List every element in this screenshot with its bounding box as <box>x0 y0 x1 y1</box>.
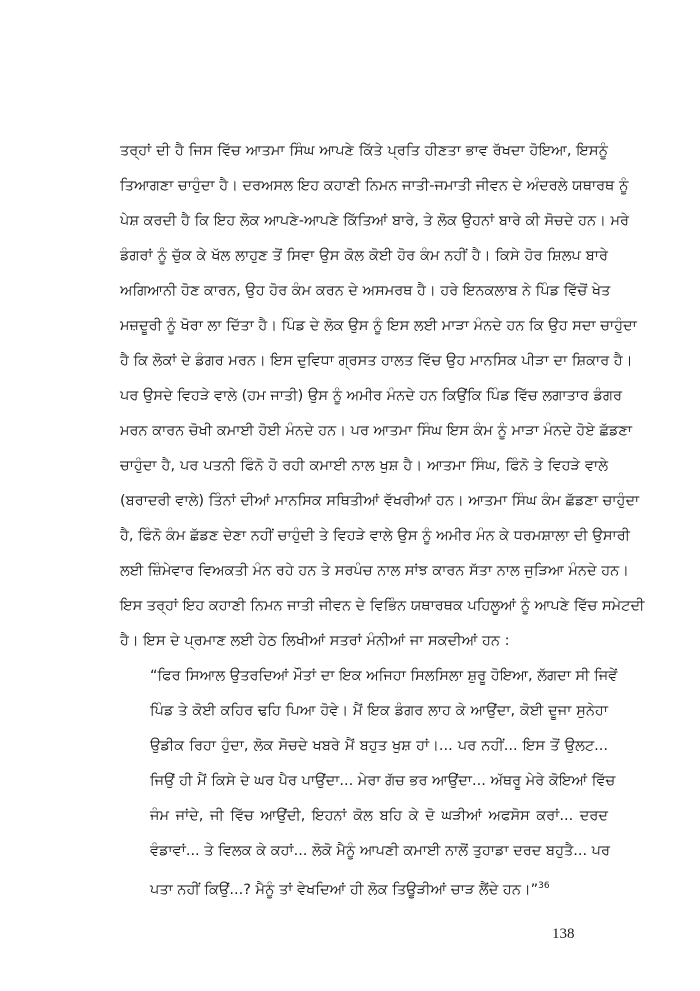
quote-line: ਵੰਡਾਵਾਂ... ਤੇ ਵਿਲਕ ਕੇ ਕਹਾਂ... ਲੋਕੋ ਮੈਨੂੰ ਆਪਣੀ ਕਮਾਈ ਨਾਲੋਂ ਤੁਹਾਡਾ ਦਰਦ ਬਹੁਤੈ... ਪਰ <box>150 843 611 859</box>
paragraph <box>120 134 645 659</box>
body-text <box>120 134 645 904</box>
paragraph-line: ਡੰਗਰਾਂ ਨੂੰ ਚੁੱਕ ਕੇ ਖੱਲ ਲਾਹੁਣ ਤੋਂ ਸਿਵਾ ਉਸ ਕੋਲ ਕੋਈ ਹੋਰ ਕੰਮ ਨਹੀਂ ਹੈ। ਕਿਸੇ ਹੋਰ ਸ਼ਿਲਪ ਬਾਰੇ <box>120 248 608 264</box>
footnote-marker: 36 <box>538 881 550 891</box>
paragraph-line: ਤਿਆਗਣਾ ਚਾਹੁੰਦਾ ਹੈ। ਦਰਅਸਲ ਇਹ ਕਹਾਣੀ ਨਿਮਨ ਜਾਤੀ-ਜਮਾਤੀ ਜੀਵਨ ਦੇ ਅੰਦਰਲੇ ਯਥਾਰਥ ਨੂੰ <box>120 178 629 194</box>
paragraph-line: ਪੇਸ਼ ਕਰਦੀ ਹੈ ਕਿ ਇਹ ਲੋਕ ਆਪਣੇ-ਆਪਣੇ ਕਿੱਤਿਆਂ ਬਾਰੇ, ਤੇ ਲੋਕ ਉਹਨਾਂ ਬਾਰੇ ਕੀ ਸੋਚਦੇ ਹਨ। ਮਰੇ <box>120 213 630 229</box>
quote-line: ਜਿਉਂ ਹੀ ਮੈਂ ਕਿਸੇ ਦੇ ਘਰ ਪੈਰ ਪਾਉਂਦਾ... ਮੇਰਾ ਗੱਚ ਭਰ ਆਉਂਦਾ... ਅੱਥਰੂ ਮੇਰੇ ਕੋਇਆਂ ਵਿੱਚ <box>150 773 616 789</box>
quote-line: ਪਿੰਡ ਤੇ ਕੋਈ ਕਹਿਰ ਢਹਿ ਪਿਆ ਹੋਵੇ। ਮੈਂ ਇਕ ਡੰਗਰ ਲਾਹ ਕੇ ਆਉਂਦਾ, ਕੋਈ ਦੂਜਾ ਸੁਨੇਹਾ <box>150 703 608 719</box>
block-quote <box>120 659 618 904</box>
paragraph-line: ਪਰ ਉਸਦੇ ਵਿਹੜੇ ਵਾਲੇ (ਹਮ ਜਾਤੀ) ਉਸ ਨੂੰ ਅਮੀਰ ਮੰਨਦੇ ਹਨ ਕਿਉਂਕਿ ਪਿੰਡ ਵਿੱਚ ਲਗਾਤਾਰ ਡੰਗਰ <box>120 388 623 404</box>
paragraph-line: ਹੈ ਕਿ ਲੋਕਾਂ ਦੇ ਡੰਗਰ ਮਰਨ। ਇਸ ਦੁਵਿਧਾ ਗ੍ਰਸਤ ਹਾਲਤ ਵਿੱਚ ਉਹ ਮਾਨਸਿਕ ਪੀੜਾ ਦਾ ਸ਼ਿਕਾਰ ਹੈ। <box>120 353 633 369</box>
quote-line <box>150 869 608 904</box>
paragraph-line: ਚਾਹੁੰਦਾ ਹੈ, ਪਰ ਪਤਨੀ ਫਿੰਨੋ ਹੋ ਰਹੀ ਕਮਾਈ ਨਾਲ ਖੁਸ਼ ਹੈ। ਆਤਮਾ ਸਿੰਘ, ਫਿੰਨੋ ਤੇ ਵਿਹੜੇ ਵਾਲੇ <box>120 458 608 474</box>
quote-line: ਉਡੀਕ ਰਿਹਾ ਹੁੰਦਾ, ਲੋਕ ਸੋਚਦੇ ਖਬਰੇ ਮੈਂ ਬਹੁਤ ਖੁਸ਼ ਹਾਂ।... ਪਰ ਨਹੀਂ... ਇਸ ਤੋਂ ਉਲਟ... <box>150 738 608 754</box>
quote-line: “ਫਿਰ ਸਿਆਲ ਉਤਰਦਿਆਂ ਮੌਤਾਂ ਦਾ ਇਕ ਅਜਿਹਾ ਸਿਲਸਿਲਾ ਸ਼ੁਰੂ ਹੋਇਆ, ਲੱਗਦਾ ਸੀ ਜਿਵੇਂ <box>150 668 618 684</box>
quote-line-text: ਪਤਾ ਨਹੀਂ ਕਿਉਂ...? ਮੈਨੂੰ ਤਾਂ ਵੇਖਦਿਆਂ ਹੀ ਲੋਕ ਤਿਊੜੀਆਂ ਚਾੜ ਲੈਂਦੇ ਹਨ।” <box>150 882 539 898</box>
paragraph-line: ਹੈ। ਇਸ ਦੇ ਪ੍ਰਮਾਣ ਲਈ ਹੇਠ ਲਿਖੀਆਂ ਸਤਰਾਂ ਮੰਨੀਆਂ ਜਾ ਸਕਦੀਆਂ ਹਨ : <box>120 633 510 649</box>
paragraph-line: ਅਗਿਆਨੀ ਹੋਣ ਕਾਰਨ, ਉਹ ਹੋਰ ਕੰਮ ਕਰਨ ਦੇ ਅਸਮਰਥ ਹੈ। ਹਰੇ ਇਨਕਲਾਬ ਨੇ ਪਿੰਡ ਵਿੱਚੋਂ ਖੇਤ <box>120 283 611 299</box>
quote-line: ਜੰਮ ਜਾਂਦੇ, ਜੀ ਵਿੱਚ ਆਉਂਦੀ, ਇਹਨਾਂ ਕੋਲ ਬਹਿ ਕੇ ਦੋ ਘੜੀਆਂ ਅਫਸੋਸ ਕਰਾਂ... ਦਰਦ <box>150 808 608 824</box>
paragraph-line: ਇਸ ਤਰ੍ਹਾਂ ਇਹ ਕਹਾਣੀ ਨਿਮਨ ਜਾਤੀ ਜੀਵਨ ਦੇ ਵਿਭਿੰਨ ਯਥਾਰਥਕ ਪਹਿਲੂਆਂ ਨੂੰ ਆਪਣੇ ਵਿੱਚ ਸਮੇਟਦੀ <box>120 598 645 614</box>
paragraph-line: (ਬਰਾਦਰੀ ਵਾਲੇ) ਤਿੰਨਾਂ ਦੀਆਂ ਮਾਨਸਿਕ ਸਥਿਤੀਆਂ ਵੱਖਰੀਆਂ ਹਨ। ਆਤਮਾ ਸਿੰਘ ਕੰਮ ਛੱਡਣਾ ਚਾਹੁੰਦਾ <box>120 493 640 509</box>
paragraph-line: ਮਰਨ ਕਾਰਨ ਚੋਖੀ ਕਮਾਈ ਹੋਈ ਮੰਨਦੇ ਹਨ। ਪਰ ਆਤਮਾ ਸਿੰਘ ਇਸ ਕੰਮ ਨੂੰ ਮਾੜਾ ਮੰਨਦੇ ਹੋਏ ਛੱਡਣਾ <box>120 423 632 439</box>
paragraph-line: ਲਈ ਜ਼ਿੰਮੇਵਾਰ ਵਿਅਕਤੀ ਮੰਨ ਰਹੇ ਹਨ ਤੇ ਸਰਪੰਚ ਨਾਲ ਸਾਂਝ ਕਾਰਨ ਸੱਤਾ ਨਾਲ ਜੁੜਿਆ ਮੰਨਦੇ ਹਨ। <box>120 563 629 579</box>
paragraph-line: ਤਰ੍ਹਾਂ ਦੀ ਹੈ ਜਿਸ ਵਿੱਚ ਆਤਮਾ ਸਿੰਘ ਆਪਣੇ ਕਿੱਤੇ ਪ੍ਰਤਿ ਹੀਣਤਾ ਭਾਵ ਰੱਖਦਾ ਹੋਇਆ, ਇਸਨੂੰ <box>120 143 608 159</box>
paragraph-line: ਹੈ, ਫਿੰਨੋ ਕੰਮ ਛੱਡਣ ਦੇਣਾ ਨਹੀਂ ਚਾਹੁੰਦੀ ਤੇ ਵਿਹੜੇ ਵਾਲੇ ਉਸ ਨੂੰ ਅਮੀਰ ਮੰਨ ਕੇ ਧਰਮਸ਼ਾਲਾ ਦੀ ਉਸਾਰੀ <box>120 528 631 544</box>
paragraph-line: ਮਜ਼ਦੂਰੀ ਨੂੰ ਖੋਰਾ ਲਾ ਦਿੱਤਾ ਹੈ। ਪਿੰਡ ਦੇ ਲੋਕ ਉਸ ਨੂੰ ਇਸ ਲਈ ਮਾੜਾ ਮੰਨਦੇ ਹਨ ਕਿ ਉਹ ਸਦਾ ਚਾਹੁੰਦਾ <box>120 318 637 334</box>
page-number: 138 <box>552 926 575 942</box>
